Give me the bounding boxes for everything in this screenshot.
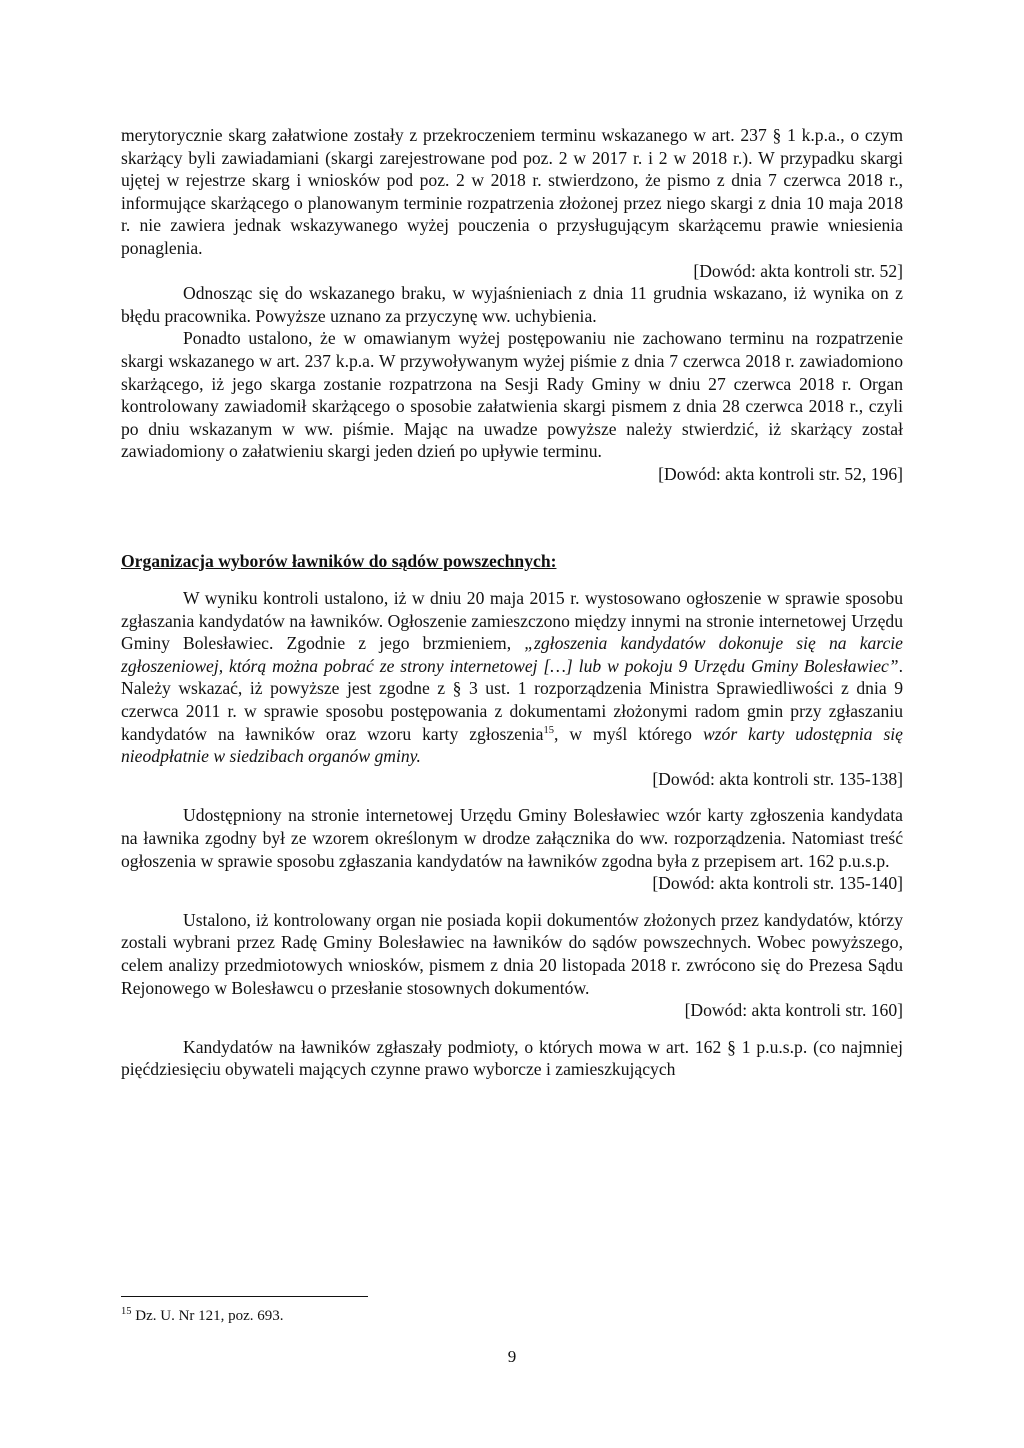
proof-reference: [Dowód: akta kontroli str. 135-140] [652, 873, 903, 894]
section-heading: Organizacja wyborów ławników do sądów powszechnych: [121, 550, 557, 571]
documents-paragraph: Ustalono, iż kontrolowany organ nie posiada kopii dokumentów złożonych przez kandydatów, którzy zostali wybrani przez Radę Gminy Bolesławiec na ławników do sądów powszechnych. Wobec powyższego, celem analizy przedmiotowych wniosków, pismem z dnia 20 listopada 2018 r. zwrócono się do Prezesa Sądu Rejonowego w Bolesławcu o przesłanie stosownych dokumentów. [121, 909, 903, 998]
footnote-text: Dz. U. Nr 121, poz. 693. [131, 1308, 284, 1324]
paragraph-gap [121, 895, 903, 909]
page-number: 9 [507, 1347, 517, 1366]
paragraph-gap [121, 1022, 903, 1036]
proof-reference: [Dowód: akta kontroli str. 160] [684, 1000, 903, 1021]
candidates-paragraph: Kandydatów na ławników zgłaszały podmioty, o których mowa w art. 162 § 1 p.u.s.p. (co najmniej pięćdziesięciu obywateli mających czynne prawo wyborcze i zamieszkujących [121, 1036, 903, 1080]
announcement-text: W wyniku kontroli ustalono, iż w dniu 20 maja 2015 r. wystosowano ogłoszenie w sprawie sposobu zgłaszania kandydatów na ławników. Ogłoszenie zamieszczono między innymi na stronie internetowej Urzędu Gminy Bolesławiec. Zgodnie z jego brzmieniem, [121, 588, 903, 654]
footnote-number: 15 [121, 1306, 132, 1317]
announcement-italic-end: wzór karty udostępnia się nieodpłatnie w siedzibach organów gminy. [121, 723, 903, 767]
deadline-paragraph: Ponadto ustalono, że w omawianym wyżej postępowaniu nie zachowano terminu na rozpatrzenie skargi wskazanego w art. 237 k.p.a. W przywoływanym wyżej piśmie z dnia 7 czerwca 2018 r. zawiadomiono skarżącego, iż jego skarga zostanie rozpatrzona na Sesji Rady Gminy w dniu 27 czerwca 2018 r. Organ kontrolowany zawiadomił skarżącego o sposobie załatwienia skargi pismem z dnia 28 czerwca 2018 r., czyli po dniu wskazanym w ww. piśmie. Mając na uwadze powyższe należy stwierdzić, iż skarżący został zawiadomiony o załatwieniu skargi jeden dzień po upływie terminu. [121, 328, 903, 462]
footnote-reference: 15 [543, 724, 554, 736]
announcement-text: , w myśl którego [553, 723, 703, 744]
announcement-quote: „zgłoszenia kandydatów dokonuje się na karcie zgłoszeniowej, którą można pobrać ze strony internetowej […] lub w pokoju 9 Urzędu Gminy Bolesławiec” [121, 633, 903, 676]
paragraph-gap [121, 790, 903, 804]
proof-reference: [Dowód: akta kontroli str. 52, 196] [658, 463, 903, 484]
proof-reference: [Dowód: akta kontroli str. 52] [693, 260, 903, 281]
announcement-paragraph [121, 587, 903, 768]
announcement-text: . Należy wskazać, iż powyższe jest zgodne z § 3 ust. 1 rozporządzenia Ministra Sprawiedliwości z dnia 9 czerwca 2011 r. w sprawie sposobu postępowania z dokumentami złożonymi radom gmin przy zgłaszaniu kandydatów na ławników oraz wzoru karty zgłoszenia [121, 655, 903, 744]
footnote-separator [121, 1296, 368, 1297]
explanation-paragraph: Odnosząc się do wskazanego braku, w wyjaśnieniach z dnia 11 grudnia wskazano, iż wynika on z błędu pracownika. Powyższe uznano za przyczynę ww. uchybienia. [121, 283, 903, 326]
intro-paragraph: merytorycznie skarg załatwione zostały z przekroczeniem terminu wskazanego w art. 237 § 1 k.p.a., o czym skarżący byli zawiadamiani (skargi zarejestrowane pod poz. 2 w 2017 r. i 2 w 2018 r.). W przypadku skargi ujętej w rejestrze skarg i wniosków pod poz. 2 w 2018 r. stwierdzono, że pismo z dnia 7 czerwca 2018 r., informujące skarżącego o planowanym terminie rozpatrzenia złożonej przez niego skargi z dnia 10 maja 2018 r. nie zawiera jednak wskazywanego wyżej pouczenia o przysługującym skarżącemu prawie wniesienia ponaglenia. [121, 125, 903, 258]
footnote [121, 1306, 284, 1326]
proof-reference: [Dowód: akta kontroli str. 135-138] [652, 768, 903, 789]
page-body [121, 124, 903, 1081]
form-paragraph: Udostępniony na stronie internetowej Urzędu Gminy Bolesławiec wzór karty zgłoszenia kandydata na ławnika zgodny był ze wzorem określonym w drodze załącznika do ww. rozporządzenia. Natomiast treść ogłoszenia w sprawie sposobu zgłaszania kandydatów na ławników zgodna była z przepisem art. 162 p.u.s.p. [121, 805, 903, 871]
